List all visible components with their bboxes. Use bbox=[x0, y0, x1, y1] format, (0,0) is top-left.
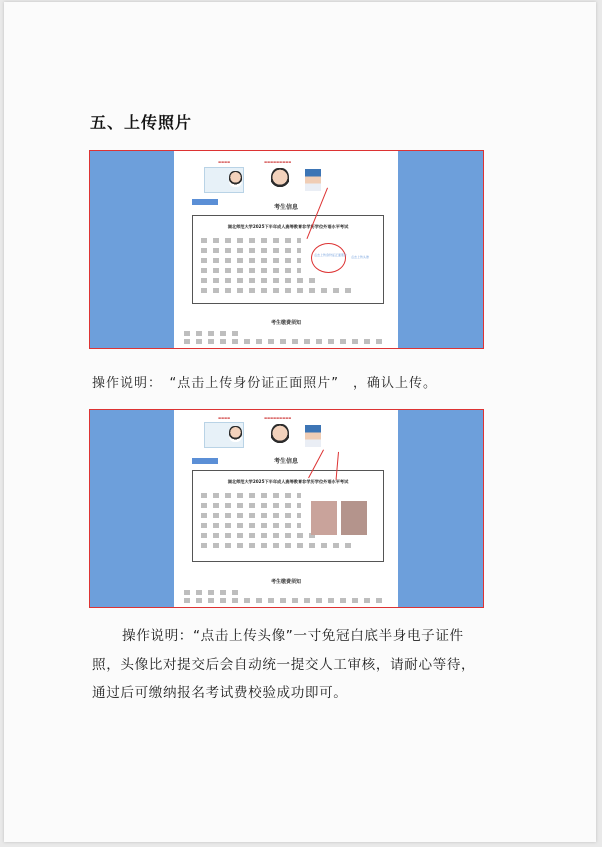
label-red-hint-1: ▬▬▬▬ bbox=[218, 416, 231, 420]
screenshot-upload-avatar bbox=[89, 409, 484, 608]
sample-photo bbox=[305, 425, 321, 447]
caption-text: 操作说明： “点击上传身份证正面照片” ，确认上传。 bbox=[92, 376, 437, 391]
paragraph-line: 操作说明：“点击上传头像”一寸免冠白底半身电子证件 bbox=[122, 628, 464, 644]
exam-box-title: 湖北师范大学2025下半年成人高等教育非学历学位外语水平考试 bbox=[227, 224, 349, 229]
instruction-paragraph bbox=[92, 622, 522, 708]
upload-avatar-link[interactable]: 点击上传头像 bbox=[351, 255, 370, 259]
notice-row bbox=[184, 331, 244, 336]
upload-id-link[interactable]: 点击上传身份证正面照片 bbox=[314, 253, 348, 257]
screenshot-page-content bbox=[174, 151, 398, 348]
avatar-photo bbox=[271, 168, 289, 191]
info-row bbox=[201, 513, 301, 518]
notice-row bbox=[184, 598, 384, 603]
fee-notice-title: 考生缴费须知 bbox=[270, 320, 301, 326]
exam-info-box bbox=[192, 215, 384, 304]
exam-info-title: 考生信息 bbox=[273, 458, 298, 465]
exam-info-box bbox=[192, 470, 384, 562]
section-heading: 五、上传照片 bbox=[90, 113, 193, 132]
info-row bbox=[201, 533, 321, 538]
screenshot-upload-id-card bbox=[89, 150, 484, 349]
info-row bbox=[201, 278, 321, 283]
info-row bbox=[201, 258, 301, 263]
info-row bbox=[201, 523, 301, 528]
info-row bbox=[201, 493, 301, 498]
info-row bbox=[201, 288, 351, 293]
id-card-face bbox=[229, 426, 242, 442]
exam-box-title: 湖北师范大学2025下半年成人高等教育非学历学位外语水平考试 bbox=[227, 479, 349, 484]
exam-info-title: 考生信息 bbox=[273, 204, 298, 211]
fee-notice-title: 考生缴费须知 bbox=[270, 579, 301, 585]
sample-photo bbox=[305, 169, 321, 191]
screenshot-page-content bbox=[174, 410, 398, 607]
info-row bbox=[201, 543, 351, 548]
label-red-hint-1: ▬▬▬▬ bbox=[218, 160, 231, 164]
id-card-face bbox=[229, 171, 242, 187]
label-red-hint-2: ▬▬▬▬▬▬▬▬▬ bbox=[264, 160, 292, 164]
paragraph-line: 照，头像比对提交后会自动统一提交人工审核，请耐心等待， bbox=[92, 656, 476, 673]
highlight-circle bbox=[311, 243, 346, 273]
info-row bbox=[201, 503, 301, 508]
notice-row bbox=[184, 590, 244, 595]
label-red-hint-2: ▬▬▬▬▬▬▬▬▬ bbox=[264, 416, 292, 420]
uploaded-id-photo bbox=[311, 501, 337, 535]
notice-row bbox=[184, 339, 384, 344]
info-row bbox=[201, 248, 301, 253]
paragraph-line: 通过后可缴纳报名考试费校验成功即可。 bbox=[92, 685, 348, 701]
info-row bbox=[201, 268, 301, 273]
info-row bbox=[201, 238, 301, 243]
uploaded-avatar bbox=[341, 501, 367, 535]
avatar-photo bbox=[271, 424, 289, 447]
